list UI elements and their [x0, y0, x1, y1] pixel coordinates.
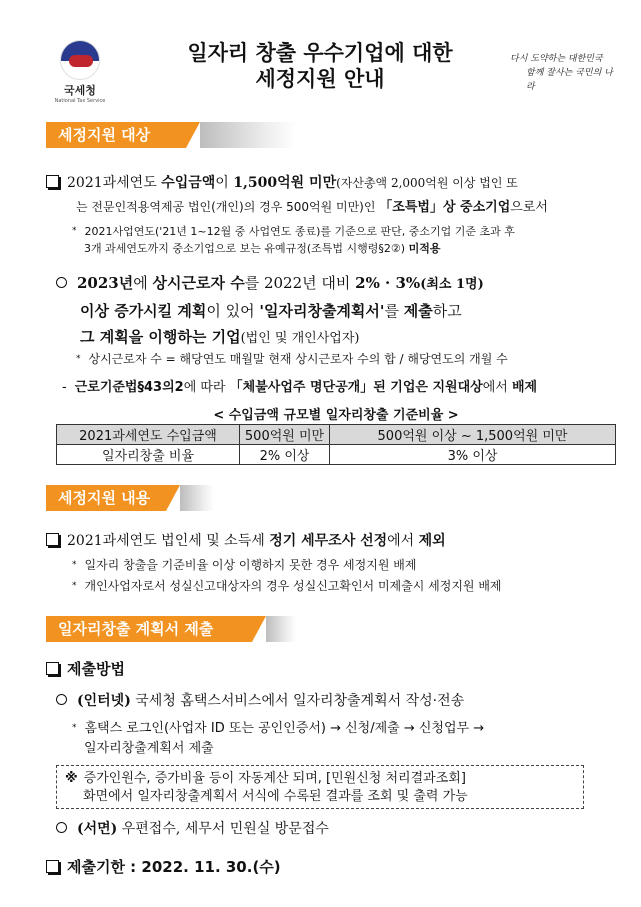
logo-name: 국세청: [64, 84, 96, 97]
slogan-line2: 함께 잘사는 국민의 나라: [526, 68, 613, 92]
table-cell: 3% 이상: [330, 445, 616, 465]
table-header-row: [57, 425, 616, 445]
slogan-line1: 다시 도약하는 대한민국: [510, 54, 603, 64]
section-title-support: 세정지원 내용: [58, 489, 151, 507]
employee-count-note: * 상시근로자 수 = 해당연도 매월말 현재 상시근로자 수의 합 / 해당연도의 개월 수: [76, 352, 508, 366]
table-header-cell: 500억원 이상 ~ 1,500억원 미만: [330, 425, 616, 445]
note-asterisk-icon: *: [72, 723, 77, 733]
section-header-submission: [46, 616, 296, 642]
exclusion-item: - 근로기준법§43의2에 따라 「체불사업주 명단공개」된 기업은 지원대상에서 배제: [62, 380, 538, 395]
page-title-line1: 일자리 창출 우수기업에 대한: [187, 41, 453, 65]
section-header-support: [46, 485, 214, 511]
table-header-cell: 2021과세연도 수입금액: [57, 425, 240, 445]
reference-mark-icon: ※: [65, 771, 78, 786]
employment-plan-item: 2023년에 상시근로자 수를 2022년 대비 2% · 3%(최소 1명) 이상 증가시킬 계획이 있어 '일자리창출계획서'를 제출하고 그 계획을 이행하는 기업(법인 및 개인사업자): [56, 270, 616, 352]
target-criteria-line2: 는 전문인적용역제공 법인(개인)의 경우 500억원 미만)인 「조특법」상 중소기업으로서: [76, 200, 548, 215]
note-asterisk-icon: *: [72, 560, 77, 570]
section-header-target: [46, 122, 296, 148]
nts-logo: [52, 40, 108, 104]
paper-method-item: (서면) 우편접수, 세무서 민원실 방문접수: [56, 818, 616, 838]
logo-subtitle: National Tax Service: [54, 98, 106, 104]
nts-emblem-icon: [60, 40, 100, 80]
method-heading: 제출방법: [46, 658, 125, 679]
sme-note: * 2021사업연도('21년 1~12월 중 사업연도 종료)를 기준으로 판단, 중소기업 기준 초과 후 3개 과세연도까지 중소기업으로 보는 유예규정(조특법 시행령§2②) 미적용: [72, 225, 515, 255]
note-asterisk-icon: *: [72, 581, 77, 591]
checkbox-bullet-icon: [46, 175, 59, 188]
deadline-heading: 제출기한 : 2022. 11. 30.(수): [46, 856, 281, 877]
auto-calc-notice: ※ 증가인원수, 증가비율 등이 자동계산 되며, [민원신청 처리결과조회] 화면에서 일자리창출계획서 서식에 수록된 결과를 조회 및 출력 가능: [56, 765, 584, 809]
table-row: [57, 445, 616, 465]
circle-bullet-icon: [56, 277, 67, 288]
table-cell: 2% 이상: [240, 445, 330, 465]
table-caption: < 수입금액 규모별 일자리창출 기준비율 >: [213, 408, 459, 423]
checkbox-bullet-icon: [46, 860, 59, 873]
government-slogan: [510, 52, 620, 94]
section-title-target: 세정지원 대상: [58, 126, 151, 144]
circle-bullet-icon: [56, 822, 67, 833]
support-notes: * 일자리 창출을 기준비율 이상 이행하지 못한 경우 세정지원 배제 * 개인사업자로서 성실신고대상자의 경우 성실신고확인서 미제출시 세정지원 배제: [72, 558, 502, 593]
circle-bullet-icon: [56, 694, 67, 705]
online-method-item: (인터넷) 국세청 홈택스서비스에서 일자리창출계획서 작성·전송: [56, 690, 616, 710]
page-title-line2: 세정지원 안내: [255, 67, 385, 91]
support-item: 2021과세연도 법인세 및 소득세 정기 세무조사 선정에서 제외: [46, 530, 616, 550]
section-title-submission: 일자리창출 계획서 제출: [58, 620, 214, 638]
target-criteria-item: 2021과세연도 수입금액이 1,500억원 미만(자산총액 2,000억원 이상 법인 또: [46, 172, 616, 192]
page-title: [130, 40, 510, 92]
note-asterisk-icon: *: [76, 354, 81, 364]
table-cell: 일자리창출 비율: [57, 445, 240, 465]
checkbox-bullet-icon: [46, 533, 59, 546]
ratio-table: [56, 424, 616, 465]
hometax-steps-note: * 홈택스 로그인(사업자 ID 또는 공인인증서) → 신청/제출 → 신청업무 → 일자리창출계획서 제출: [72, 721, 485, 756]
checkbox-bullet-icon: [46, 662, 59, 675]
note-asterisk-icon: *: [72, 226, 77, 236]
table-header-cell: 500억원 미만: [240, 425, 330, 445]
